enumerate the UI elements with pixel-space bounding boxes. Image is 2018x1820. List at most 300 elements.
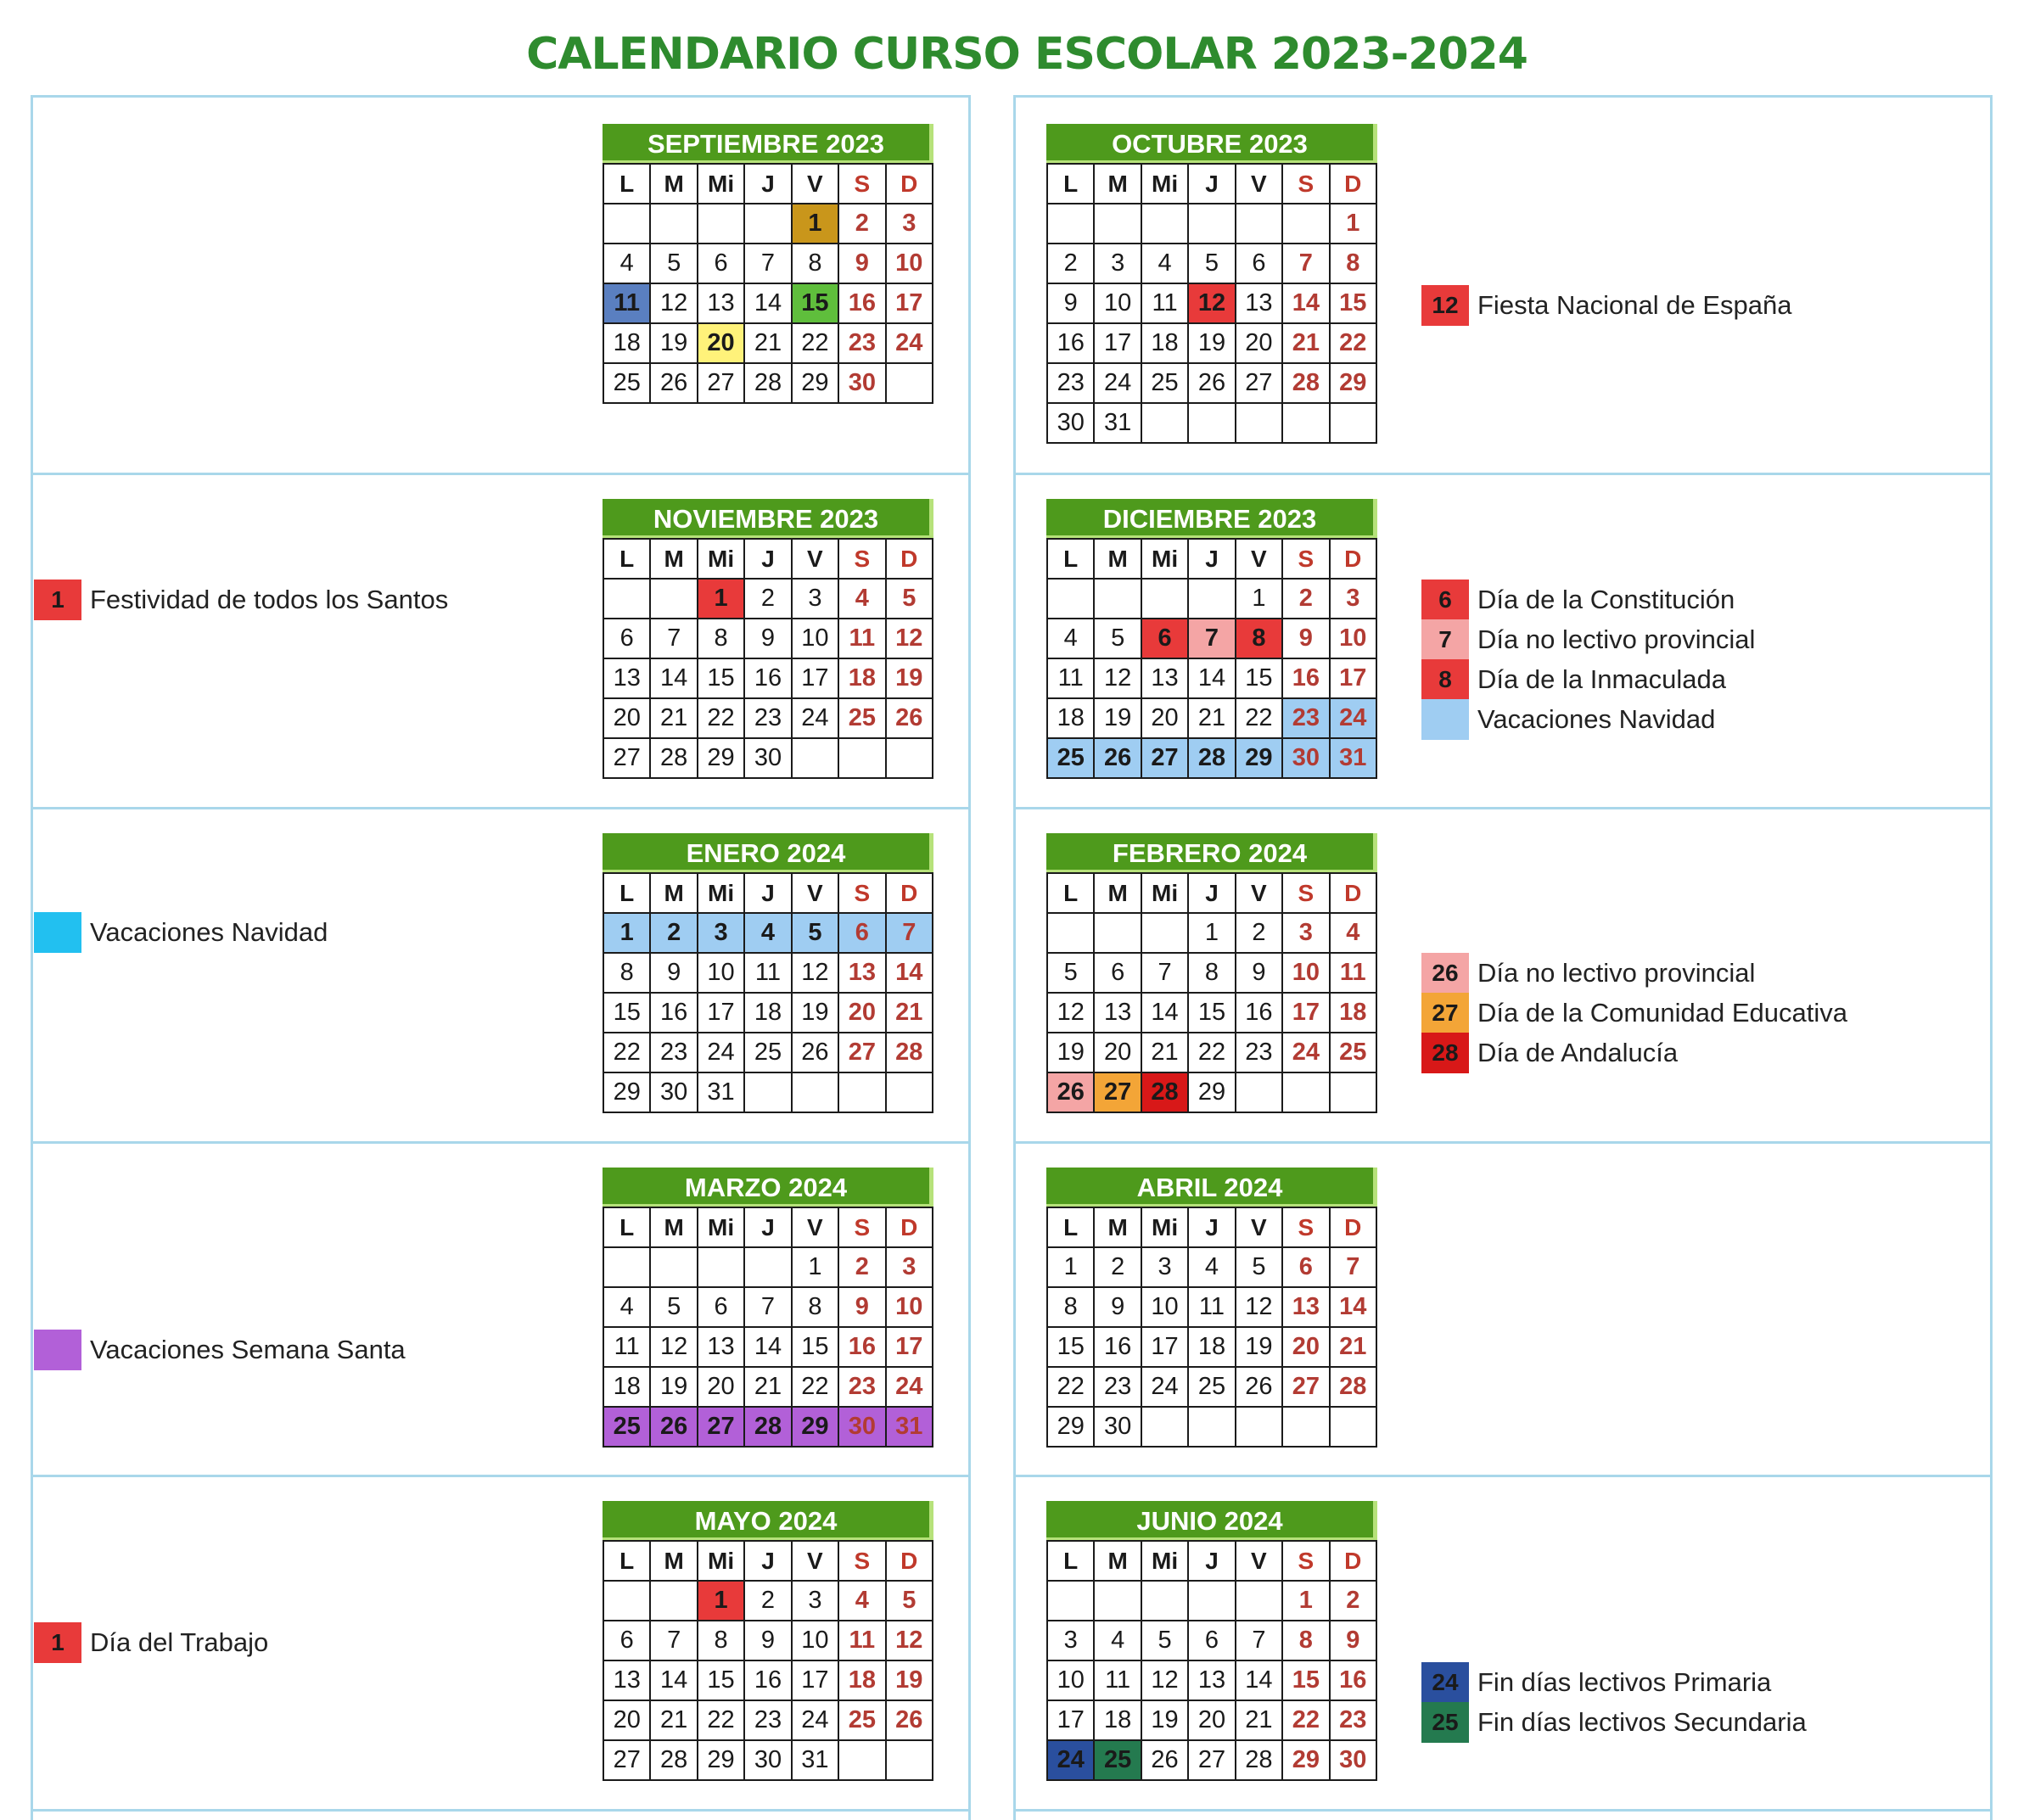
day-cell: 24	[792, 1700, 838, 1740]
day-cell: 31	[698, 1072, 744, 1112]
day-cell: 24	[792, 698, 838, 738]
legend-item	[34, 1621, 268, 1664]
day-cell: 31	[1330, 738, 1376, 778]
weekday-header: J	[1188, 164, 1235, 204]
calendar-february	[1046, 833, 1377, 1113]
frame-line	[31, 1809, 971, 1812]
day-cell: 9	[1282, 619, 1329, 658]
day-cell: 17	[1047, 1700, 1094, 1740]
frame-line	[1990, 95, 1993, 1820]
day-cell: 27	[1282, 1367, 1329, 1407]
day-cell: 13	[1094, 993, 1141, 1033]
legend-item	[1421, 1701, 1807, 1744]
weekday-header: D	[1330, 164, 1376, 204]
day-cell: 11	[1330, 953, 1376, 993]
day-cell: 9	[650, 953, 697, 993]
day-cell: 20	[1141, 698, 1188, 738]
weekday-header: V	[792, 1207, 838, 1247]
day-cell: 27	[698, 363, 744, 403]
day-cell: 3	[792, 1581, 838, 1621]
empty-cell	[886, 738, 933, 778]
day-cell: 7	[744, 244, 791, 283]
empty-cell	[838, 738, 885, 778]
day-cell: 3	[1141, 1247, 1188, 1287]
day-cell: 16	[1330, 1660, 1376, 1700]
day-cell: 27	[1188, 1740, 1235, 1780]
day-cell: 27	[603, 1740, 650, 1780]
day-cell: 9	[838, 1287, 885, 1327]
month-title: MAYO 2024	[603, 1501, 933, 1540]
day-cell: 16	[1236, 993, 1282, 1033]
empty-cell	[1141, 1581, 1188, 1621]
empty-cell	[838, 1740, 885, 1780]
day-cell: 18	[744, 993, 791, 1033]
day-cell: 25	[744, 1033, 791, 1072]
day-cell: 7	[1330, 1247, 1376, 1287]
frame-line	[1013, 95, 1993, 98]
weekday-header: S	[1282, 1207, 1329, 1247]
legend-label: Vacaciones Navidad	[90, 917, 328, 947]
calendar-june	[1046, 1501, 1377, 1781]
weekday-header: S	[1282, 164, 1329, 204]
legend-swatch: 8	[1421, 659, 1469, 700]
frame-line	[1013, 95, 1016, 1820]
day-cell: 9	[744, 619, 791, 658]
day-cell: 21	[1141, 1033, 1188, 1072]
empty-cell	[1236, 1581, 1282, 1621]
day-cell: 9	[1330, 1621, 1376, 1660]
calendar-october	[1046, 124, 1377, 444]
empty-cell	[698, 1247, 744, 1287]
day-cell: 18	[603, 323, 650, 363]
frame-line	[1013, 1141, 1993, 1144]
day-cell: 13	[603, 1660, 650, 1700]
day-cell: 27	[1094, 1072, 1141, 1112]
day-cell: 10	[1094, 283, 1141, 323]
day-cell: 18	[1141, 323, 1188, 363]
day-cell: 28	[1282, 363, 1329, 403]
legend-item	[34, 579, 448, 621]
day-cell: 11	[1094, 1660, 1141, 1700]
day-cell: 20	[1282, 1327, 1329, 1367]
frame-line	[31, 95, 33, 1820]
day-cell: 24	[1141, 1367, 1188, 1407]
day-cell: 11	[603, 1327, 650, 1367]
day-cell: 16	[650, 993, 697, 1033]
weekday-header: L	[603, 539, 650, 579]
legend-label: Día de la Constitución	[1477, 585, 1735, 614]
legend-label: Festividad de todos los Santos	[90, 585, 449, 614]
day-cell: 29	[792, 1407, 838, 1447]
day-cell: 28	[1141, 1072, 1188, 1112]
empty-cell	[792, 738, 838, 778]
day-cell: 8	[792, 244, 838, 283]
day-cell: 16	[744, 658, 791, 698]
empty-cell	[1047, 204, 1094, 244]
day-cell: 9	[1047, 283, 1094, 323]
legend-item	[1421, 1032, 1678, 1074]
empty-cell	[1188, 1407, 1235, 1447]
day-cell: 26	[792, 1033, 838, 1072]
legend-item	[1421, 619, 1755, 661]
day-cell: 11	[838, 1621, 885, 1660]
day-cell: 21	[1236, 1700, 1282, 1740]
day-cell: 15	[698, 1660, 744, 1700]
day-cell: 14	[650, 658, 697, 698]
day-cell: 2	[838, 204, 885, 244]
day-cell: 31	[886, 1407, 933, 1447]
day-cell: 15	[1282, 1660, 1329, 1700]
day-cell: 7	[1236, 1621, 1282, 1660]
weekday-header: Mi	[1141, 1207, 1188, 1247]
day-cell: 30	[650, 1072, 697, 1112]
weekday-header: L	[1047, 1207, 1094, 1247]
day-cell: 27	[838, 1033, 885, 1072]
empty-cell	[1188, 403, 1235, 443]
day-cell: 4	[838, 579, 885, 619]
day-cell: 13	[838, 953, 885, 993]
day-cell: 23	[1330, 1700, 1376, 1740]
weekday-header: V	[792, 1541, 838, 1581]
day-cell: 5	[1141, 1621, 1188, 1660]
day-cell: 26	[1188, 363, 1235, 403]
day-cell: 1	[1236, 579, 1282, 619]
legend-item	[1421, 952, 1755, 994]
legend-swatch	[34, 912, 81, 953]
day-cell: 31	[1094, 403, 1141, 443]
weekday-header: M	[650, 1541, 697, 1581]
month-title: JUNIO 2024	[1046, 1501, 1377, 1540]
day-cell: 28	[744, 363, 791, 403]
day-cell: 23	[744, 1700, 791, 1740]
legend-label: Día de la Inmaculada	[1477, 664, 1726, 694]
day-cell: 14	[744, 1327, 791, 1367]
day-cell: 26	[886, 698, 933, 738]
empty-cell	[603, 204, 650, 244]
day-cell: 17	[1282, 993, 1329, 1033]
day-cell: 19	[1141, 1700, 1188, 1740]
day-cell: 2	[1094, 1247, 1141, 1287]
day-cell: 9	[838, 244, 885, 283]
day-cell: 18	[838, 658, 885, 698]
day-cell: 4	[1188, 1247, 1235, 1287]
day-cell: 13	[698, 283, 744, 323]
day-cell: 25	[1188, 1367, 1235, 1407]
day-cell: 15	[603, 993, 650, 1033]
weekday-header: M	[1094, 539, 1141, 579]
empty-cell	[886, 363, 933, 403]
weekday-header: S	[838, 873, 885, 913]
day-cell: 6	[1094, 953, 1141, 993]
day-cell: 2	[1047, 244, 1094, 283]
weekday-header: D	[1330, 873, 1376, 913]
day-cell: 24	[1330, 698, 1376, 738]
day-cell: 26	[1236, 1367, 1282, 1407]
day-cell: 29	[1282, 1740, 1329, 1780]
day-cell: 24	[886, 323, 933, 363]
month-title: SEPTIEMBRE 2023	[603, 124, 933, 163]
day-cell: 2	[838, 1247, 885, 1287]
empty-cell	[1236, 204, 1282, 244]
weekday-header: M	[1094, 873, 1141, 913]
day-cell: 9	[1236, 953, 1282, 993]
day-cell: 12	[1188, 283, 1235, 323]
day-cell: 7	[1141, 953, 1188, 993]
legend-swatch: 25	[1421, 1702, 1469, 1743]
weekday-header: L	[603, 1207, 650, 1247]
legend-item	[34, 1329, 406, 1371]
month-grid	[1046, 163, 1377, 444]
day-cell: 6	[698, 1287, 744, 1327]
empty-cell	[744, 1072, 791, 1112]
day-cell: 19	[1094, 698, 1141, 738]
day-cell: 5	[1094, 619, 1141, 658]
legend-item	[1421, 698, 1715, 741]
day-cell: 10	[792, 619, 838, 658]
day-cell: 20	[698, 323, 744, 363]
calendar-march	[603, 1168, 933, 1448]
day-cell: 17	[1141, 1327, 1188, 1367]
day-cell: 4	[1094, 1621, 1141, 1660]
legend-label: Fin días lectivos Secundaria	[1477, 1707, 1807, 1737]
day-cell: 8	[1282, 1621, 1329, 1660]
day-cell: 11	[1141, 283, 1188, 323]
day-cell: 12	[886, 1621, 933, 1660]
month-grid	[1046, 538, 1377, 779]
calendar-december	[1046, 499, 1377, 779]
empty-cell	[1141, 1407, 1188, 1447]
day-cell: 6	[603, 619, 650, 658]
day-cell: 17	[792, 1660, 838, 1700]
weekday-header: D	[1330, 1207, 1376, 1247]
legend-swatch: 6	[1421, 580, 1469, 620]
calendar-april	[1046, 1168, 1377, 1448]
day-cell: 1	[1330, 204, 1376, 244]
empty-cell	[744, 1247, 791, 1287]
weekday-header: J	[744, 539, 791, 579]
day-cell: 19	[1236, 1327, 1282, 1367]
month-grid	[603, 538, 933, 779]
legend-label: Día de la Comunidad Educativa	[1477, 998, 1847, 1028]
frame-line	[1013, 1475, 1993, 1477]
day-cell: 23	[1282, 698, 1329, 738]
legend-swatch: 24	[1421, 1662, 1469, 1703]
day-cell: 4	[838, 1581, 885, 1621]
empty-cell	[744, 204, 791, 244]
day-cell: 13	[1282, 1287, 1329, 1327]
day-cell: 22	[1188, 1033, 1235, 1072]
day-cell: 13	[1141, 658, 1188, 698]
day-cell: 14	[1188, 658, 1235, 698]
weekday-header: J	[744, 164, 791, 204]
day-cell: 16	[1047, 323, 1094, 363]
legend-swatch	[1421, 699, 1469, 740]
legend-swatch: 12	[1421, 285, 1469, 326]
day-cell: 23	[838, 1367, 885, 1407]
month-grid	[603, 1207, 933, 1448]
month-title: DICIEMBRE 2023	[1046, 499, 1377, 538]
weekday-header: Mi	[1141, 539, 1188, 579]
empty-cell	[603, 579, 650, 619]
legend-label: Fiesta Nacional de España	[1477, 290, 1792, 320]
day-cell: 2	[744, 579, 791, 619]
weekday-header: D	[886, 539, 933, 579]
legend-label: Vacaciones Semana Santa	[90, 1335, 406, 1364]
day-cell: 20	[603, 698, 650, 738]
month-grid	[1046, 1540, 1377, 1781]
weekday-header: S	[838, 1541, 885, 1581]
day-cell: 1	[1047, 1247, 1094, 1287]
day-cell: 22	[1282, 1700, 1329, 1740]
day-cell: 19	[792, 993, 838, 1033]
month-title: FEBRERO 2024	[1046, 833, 1377, 872]
day-cell: 25	[1094, 1740, 1141, 1780]
empty-cell	[603, 1247, 650, 1287]
day-cell: 29	[1188, 1072, 1235, 1112]
empty-cell	[698, 204, 744, 244]
day-cell: 6	[698, 244, 744, 283]
empty-cell	[1047, 579, 1094, 619]
day-cell: 1	[698, 1581, 744, 1621]
day-cell: 18	[1188, 1327, 1235, 1367]
day-cell: 21	[650, 698, 697, 738]
day-cell: 2	[1330, 1581, 1376, 1621]
day-cell: 19	[650, 323, 697, 363]
day-cell: 6	[1188, 1621, 1235, 1660]
frame-line	[31, 1475, 971, 1477]
day-cell: 1	[792, 1247, 838, 1287]
day-cell: 4	[603, 244, 650, 283]
day-cell: 14	[1236, 1660, 1282, 1700]
day-cell: 12	[1236, 1287, 1282, 1327]
day-cell: 2	[650, 913, 697, 953]
weekday-header: Mi	[698, 1207, 744, 1247]
weekday-header: M	[1094, 1541, 1141, 1581]
month-grid	[603, 1540, 933, 1781]
day-cell: 30	[744, 738, 791, 778]
empty-cell	[1047, 913, 1094, 953]
day-cell: 2	[1282, 579, 1329, 619]
day-cell: 25	[1047, 738, 1094, 778]
legend-swatch: 1	[34, 1622, 81, 1663]
day-cell: 17	[698, 993, 744, 1033]
day-cell: 29	[1236, 738, 1282, 778]
weekday-header: D	[1330, 1541, 1376, 1581]
day-cell: 18	[1094, 1700, 1141, 1740]
frame-line	[1013, 807, 1993, 809]
weekday-header: V	[792, 164, 838, 204]
day-cell: 23	[1236, 1033, 1282, 1072]
weekday-header: D	[886, 1207, 933, 1247]
day-cell: 22	[1236, 698, 1282, 738]
month-title: ABRIL 2024	[1046, 1168, 1377, 1207]
empty-cell	[1236, 1407, 1282, 1447]
calendar-november	[603, 499, 933, 779]
day-cell: 5	[792, 913, 838, 953]
weekday-header: M	[1094, 1207, 1141, 1247]
day-cell: 28	[650, 1740, 697, 1780]
month-title: NOVIEMBRE 2023	[603, 499, 933, 538]
day-cell: 10	[698, 953, 744, 993]
frame-line	[968, 95, 971, 1820]
day-cell: 24	[886, 1367, 933, 1407]
empty-cell	[650, 1247, 697, 1287]
day-cell: 4	[744, 913, 791, 953]
empty-cell	[1141, 913, 1188, 953]
day-cell: 4	[1141, 244, 1188, 283]
frame-line	[31, 95, 971, 98]
day-cell: 24	[1047, 1740, 1094, 1780]
day-cell: 3	[792, 579, 838, 619]
day-cell: 16	[744, 1660, 791, 1700]
weekday-header: V	[1236, 164, 1282, 204]
day-cell: 5	[1047, 953, 1094, 993]
day-cell: 6	[603, 1621, 650, 1660]
day-cell: 19	[650, 1367, 697, 1407]
day-cell: 1	[698, 579, 744, 619]
day-cell: 21	[886, 993, 933, 1033]
day-cell: 2	[1236, 913, 1282, 953]
day-cell: 2	[744, 1581, 791, 1621]
legend-swatch: 27	[1421, 993, 1469, 1033]
empty-cell	[1330, 1407, 1376, 1447]
day-cell: 24	[698, 1033, 744, 1072]
day-cell: 3	[886, 1247, 933, 1287]
day-cell: 5	[650, 1287, 697, 1327]
day-cell: 6	[1236, 244, 1282, 283]
weekday-header: V	[792, 539, 838, 579]
day-cell: 12	[792, 953, 838, 993]
day-cell: 15	[698, 658, 744, 698]
day-cell: 15	[792, 283, 838, 323]
weekday-header: S	[838, 164, 885, 204]
empty-cell	[1141, 579, 1188, 619]
day-cell: 23	[650, 1033, 697, 1072]
weekday-header: D	[886, 1541, 933, 1581]
day-cell: 19	[1188, 323, 1235, 363]
day-cell: 13	[698, 1327, 744, 1367]
weekday-header: Mi	[698, 539, 744, 579]
day-cell: 25	[838, 698, 885, 738]
day-cell: 11	[744, 953, 791, 993]
day-cell: 9	[1094, 1287, 1141, 1327]
day-cell: 29	[1047, 1407, 1094, 1447]
day-cell: 26	[1141, 1740, 1188, 1780]
day-cell: 22	[1330, 323, 1376, 363]
legend-item	[1421, 579, 1735, 621]
empty-cell	[1094, 913, 1141, 953]
day-cell: 14	[650, 1660, 697, 1700]
day-cell: 5	[886, 1581, 933, 1621]
weekday-header: M	[650, 164, 697, 204]
day-cell: 23	[1047, 363, 1094, 403]
empty-cell	[650, 204, 697, 244]
day-cell: 18	[1047, 698, 1094, 738]
day-cell: 30	[744, 1740, 791, 1780]
weekday-header: J	[1188, 539, 1235, 579]
day-cell: 3	[886, 204, 933, 244]
day-cell: 1	[1282, 1581, 1329, 1621]
weekday-header: L	[1047, 539, 1094, 579]
weekday-header: J	[744, 1541, 791, 1581]
day-cell: 14	[1282, 283, 1329, 323]
day-cell: 8	[1330, 244, 1376, 283]
day-cell: 18	[1330, 993, 1376, 1033]
legend-label: Día del Trabajo	[90, 1627, 269, 1657]
weekday-header: L	[1047, 873, 1094, 913]
day-cell: 3	[698, 913, 744, 953]
day-cell: 24	[1094, 363, 1141, 403]
